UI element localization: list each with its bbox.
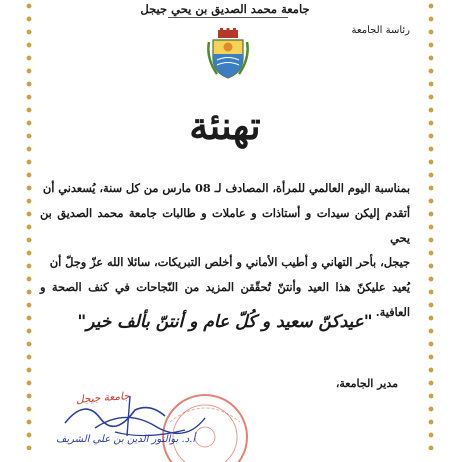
- university-name: جامعة محمد الصديق بن يحي جيجل: [140, 2, 310, 16]
- stamp-label: جامعة جيجل: [75, 390, 131, 406]
- message-body: [40, 176, 410, 325]
- message-line: بمناسبة اليوم العالمي للمرأة، المصادف لـ 08 مارس من كل سنة، يُسعدني أن: [42, 181, 410, 195]
- decorative-border-left: [24, 0, 34, 450]
- signatory-name: أ.د. بوالنور الدين بن علي الشريف: [56, 434, 196, 445]
- message-line: يُعيد عليكنّ هذا العيد وأنتنّ تُحقّقن المزيد من النّجاحات في كنف الصحة و العافية.: [40, 280, 410, 319]
- signatory-label: مدير الجامعة،: [335, 377, 398, 390]
- decorative-border-right: [426, 0, 436, 450]
- office-label: رئاسة الجامعة: [351, 25, 410, 36]
- university-emblem: [205, 28, 251, 80]
- message-line: جيجل، بأحر التهاني و أطيب الأماني و أخلص التبريكات، سائلا الله عزّ وجلّ أن: [49, 255, 410, 270]
- page-title: تهنئة: [189, 103, 261, 148]
- message-line: أتقدم إليكن سيدات و أستاذات و عاملات و طالبات جامعة محمد الصديق بن يحي: [40, 205, 410, 245]
- header-underline: [168, 17, 288, 18]
- holiday-wish: "عيدكنّ سعيد و كُلّ عام و أنتنّ بألف خير": [77, 312, 373, 332]
